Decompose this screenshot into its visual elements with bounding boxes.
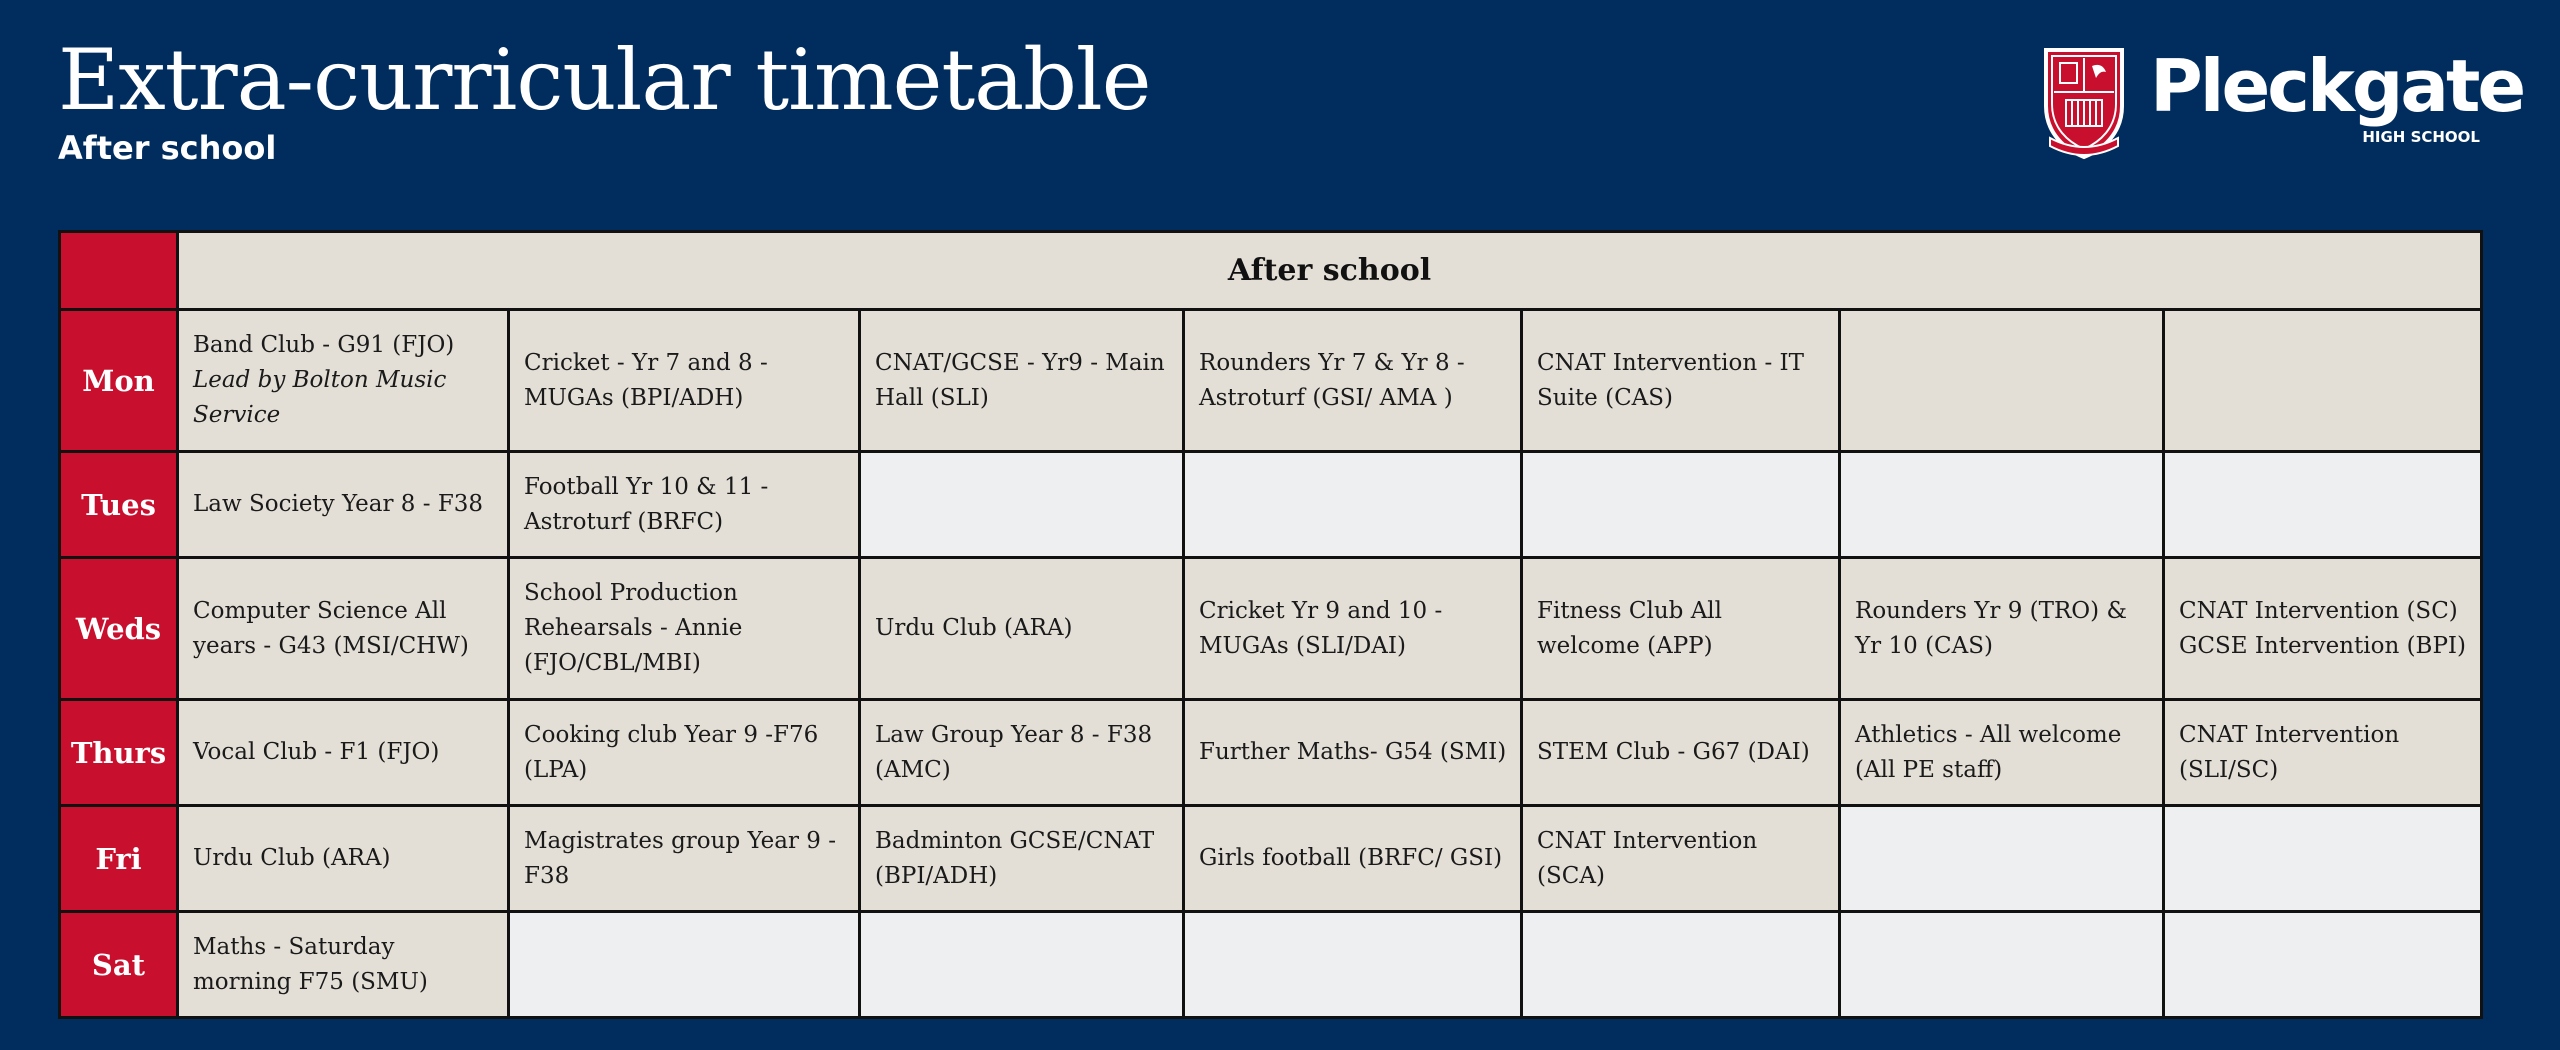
activity-text: STEM Club - G67 (DAI) bbox=[1537, 739, 1810, 765]
table-row bbox=[60, 558, 2482, 700]
timetable-cell bbox=[2164, 310, 2482, 452]
day-label: Sat bbox=[60, 912, 178, 1018]
timetable-cell bbox=[1184, 806, 1522, 912]
timetable-cell bbox=[1840, 558, 2164, 700]
day-label: Fri bbox=[60, 806, 178, 912]
timetable-cell bbox=[1522, 558, 1840, 700]
table-header: After school bbox=[178, 232, 2482, 310]
timetable-cell bbox=[178, 310, 509, 452]
activity-note: Lead by Bolton Music Service bbox=[193, 367, 447, 428]
school-logo bbox=[2040, 44, 2524, 161]
timetable-cell bbox=[1184, 558, 1522, 700]
corner-cell bbox=[60, 232, 178, 310]
timetable-cell bbox=[2164, 806, 2482, 912]
logo-subtitle: HIGH SCHOOL bbox=[2362, 128, 2480, 146]
page-title: Extra-curricular timetable bbox=[58, 31, 1151, 129]
timetable-cell bbox=[860, 558, 1184, 700]
day-label: Mon bbox=[60, 310, 178, 452]
timetable-cell bbox=[509, 700, 860, 806]
activity-text: Rounders Yr 7 & Yr 8 - Astroturf (GSI/ AMA ) bbox=[1199, 349, 1465, 411]
timetable-cell bbox=[1184, 700, 1522, 806]
activity-text: CNAT Intervention (SLI/SC) bbox=[2179, 721, 2400, 783]
timetable-cell bbox=[1184, 310, 1522, 452]
timetable-cell bbox=[860, 310, 1184, 452]
table-row bbox=[60, 310, 2482, 452]
activity-text: Cricket - Yr 7 and 8 - MUGAs (BPI/ADH) bbox=[524, 349, 768, 411]
timetable-cell bbox=[2164, 700, 2482, 806]
activity-text: Rounders Yr 9 (TRO) & Yr 10 (CAS) bbox=[1855, 597, 2127, 659]
timetable-cell bbox=[1840, 912, 2164, 1018]
activity-text: CNAT Intervention - IT Suite (CAS) bbox=[1537, 349, 1804, 411]
activity-text: CNAT Intervention (SCA) bbox=[1537, 827, 1758, 889]
timetable-cell bbox=[860, 700, 1184, 806]
table-row bbox=[60, 912, 2482, 1018]
table-row bbox=[60, 806, 2482, 912]
table-row bbox=[60, 700, 2482, 806]
timetable-cell bbox=[1840, 310, 2164, 452]
activity-text: Urdu Club (ARA) bbox=[875, 615, 1073, 641]
activity-text: Football Yr 10 & 11 - Astroturf (BRFC) bbox=[524, 473, 769, 535]
timetable-cell bbox=[509, 452, 860, 558]
timetable-cell bbox=[860, 912, 1184, 1018]
activity-text: Magistrates group Year 9 - F38 bbox=[524, 827, 837, 889]
timetable-cell bbox=[178, 700, 509, 806]
timetable-cell bbox=[1522, 912, 1840, 1018]
activity-text: Urdu Club (ARA) bbox=[193, 845, 391, 871]
timetable-cell bbox=[178, 452, 509, 558]
timetable-cell bbox=[1184, 452, 1522, 558]
activity-text: Fitness Club All welcome (APP) bbox=[1537, 597, 1723, 659]
timetable-cell bbox=[1840, 806, 2164, 912]
activity-text: Computer Science All years - G43 (MSI/CHW) bbox=[193, 597, 469, 659]
activity-text: CNAT/GCSE - Yr9 - Main Hall (SLI) bbox=[875, 349, 1165, 411]
activity-text: Badminton GCSE/CNAT (BPI/ADH) bbox=[875, 827, 1155, 889]
table-row bbox=[60, 452, 2482, 558]
day-label: Weds bbox=[60, 558, 178, 700]
activity-text: Maths - Saturday morning F75 (SMU) bbox=[193, 933, 428, 995]
timetable-cell bbox=[178, 558, 509, 700]
day-label: Tues bbox=[60, 452, 178, 558]
activity-text: Law Group Year 8 - F38 (AMC) bbox=[875, 721, 1153, 783]
activity-text: Cricket Yr 9 and 10 - MUGAs (SLI/DAI) bbox=[1199, 597, 1443, 659]
timetable-cell bbox=[509, 806, 860, 912]
timetable-cell bbox=[509, 310, 860, 452]
day-label: Thurs bbox=[60, 700, 178, 806]
timetable-cell bbox=[860, 452, 1184, 558]
activity-text: Further Maths- G54 (SMI) bbox=[1199, 739, 1507, 765]
timetable-cell bbox=[2164, 558, 2482, 700]
activity-text: Law Society Year 8 - F38 bbox=[193, 491, 484, 517]
timetable-cell bbox=[178, 912, 509, 1018]
timetable-cell bbox=[2164, 912, 2482, 1018]
timetable-cell bbox=[509, 558, 860, 700]
activity-text: Vocal Club - F1 (FJO) bbox=[193, 739, 440, 765]
timetable-cell bbox=[1184, 912, 1522, 1018]
activity-text: Athletics - All welcome (All PE staff) bbox=[1855, 721, 2122, 783]
timetable-cell bbox=[178, 806, 509, 912]
logo-wordmark: Pleckgate bbox=[2150, 44, 2524, 128]
timetable-cell bbox=[1840, 700, 2164, 806]
activity-text: Band Club - G91 (FJO) bbox=[193, 332, 455, 358]
page-subtitle: After school bbox=[58, 129, 277, 167]
school-crest-icon bbox=[2040, 46, 2128, 161]
timetable bbox=[58, 230, 2483, 1019]
table-header-row bbox=[60, 232, 2482, 310]
timetable-cell bbox=[1840, 452, 2164, 558]
activity-text: Cooking club Year 9 -F76 (LPA) bbox=[524, 721, 819, 783]
timetable-cell bbox=[1522, 310, 1840, 452]
timetable-cell bbox=[1522, 806, 1840, 912]
timetable-cell bbox=[860, 806, 1184, 912]
timetable-cell bbox=[1522, 700, 1840, 806]
timetable-cell bbox=[1522, 452, 1840, 558]
activity-text: Girls football (BRFC/ GSI) bbox=[1199, 845, 1503, 871]
activity-text: CNAT Intervention (SC) GCSE Intervention (BPI) bbox=[2179, 597, 2466, 659]
timetable-cell bbox=[509, 912, 860, 1018]
activity-text: School Production Rehearsals - Annie (FJO/CBL/MBI) bbox=[524, 580, 743, 676]
timetable-cell bbox=[2164, 452, 2482, 558]
